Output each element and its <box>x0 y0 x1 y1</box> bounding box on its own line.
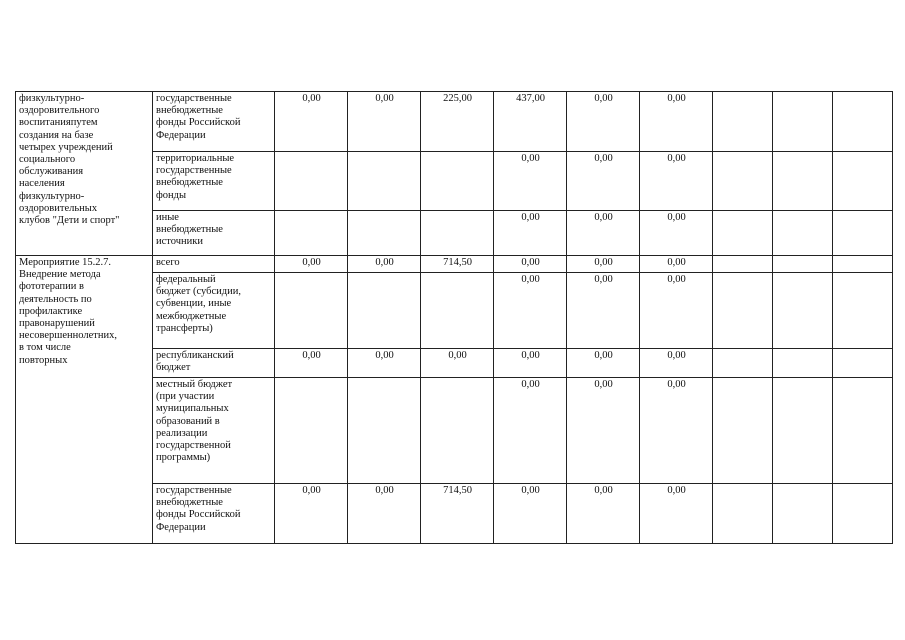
value-cell: 0,00 <box>567 256 640 273</box>
value-cell <box>348 152 421 211</box>
value-cell: 0,00 <box>275 256 348 273</box>
value-cell <box>421 152 494 211</box>
value-cell <box>275 152 348 211</box>
budget-table <box>15 91 893 544</box>
value-cell: 0,00 <box>567 152 640 211</box>
activity-name-cell: физкультурно- оздоровительного воспитанияпутем создания на базе четырех учреждений социального обслуживания населения физкультурно- оздоровительных клубов "Дети и спорт" <box>16 92 153 256</box>
value-cell: 0,00 <box>421 349 494 378</box>
value-cell: 0,00 <box>640 273 713 349</box>
value-cell: 714,50 <box>421 256 494 273</box>
value-cell: 0,00 <box>348 92 421 152</box>
value-cell: 0,00 <box>494 273 567 349</box>
budget-table-body <box>16 92 893 544</box>
value-cell <box>348 378 421 484</box>
value-cell: 437,00 <box>494 92 567 152</box>
value-cell: 0,00 <box>275 92 348 152</box>
value-cell <box>833 211 893 256</box>
value-cell: 0,00 <box>567 484 640 544</box>
value-cell <box>773 378 833 484</box>
value-cell <box>275 273 348 349</box>
value-cell: 0,00 <box>494 211 567 256</box>
value-cell: 714,50 <box>421 484 494 544</box>
value-cell <box>773 92 833 152</box>
value-cell <box>833 273 893 349</box>
value-cell <box>348 211 421 256</box>
value-cell <box>713 273 773 349</box>
value-cell: 0,00 <box>640 152 713 211</box>
value-cell <box>833 152 893 211</box>
value-cell <box>773 484 833 544</box>
funding-source-cell: федеральный бюджет (субсидии, субвенции, иные межбюджетные трансферты) <box>153 273 275 349</box>
value-cell: 0,00 <box>640 92 713 152</box>
value-cell: 225,00 <box>421 92 494 152</box>
value-cell <box>421 211 494 256</box>
value-cell: 0,00 <box>640 378 713 484</box>
value-cell <box>833 256 893 273</box>
value-cell: 0,00 <box>494 349 567 378</box>
value-cell: 0,00 <box>567 211 640 256</box>
value-cell <box>713 378 773 484</box>
funding-source-cell: государственные внебюджетные фонды Российской Федерации <box>153 92 275 152</box>
value-cell <box>275 378 348 484</box>
value-cell: 0,00 <box>494 378 567 484</box>
value-cell <box>833 378 893 484</box>
value-cell <box>773 349 833 378</box>
value-cell <box>275 211 348 256</box>
value-cell: 0,00 <box>494 484 567 544</box>
value-cell: 0,00 <box>640 484 713 544</box>
value-cell <box>421 378 494 484</box>
funding-source-cell: иные внебюджетные источники <box>153 211 275 256</box>
value-cell: 0,00 <box>275 349 348 378</box>
value-cell: 0,00 <box>494 152 567 211</box>
value-cell: 0,00 <box>640 256 713 273</box>
value-cell: 0,00 <box>567 273 640 349</box>
funding-source-cell: государственные внебюджетные фонды Российской Федерации <box>153 484 275 544</box>
funding-source-cell: республиканский бюджет <box>153 349 275 378</box>
value-cell <box>833 92 893 152</box>
value-cell: 0,00 <box>348 256 421 273</box>
value-cell: 0,00 <box>567 349 640 378</box>
value-cell: 0,00 <box>275 484 348 544</box>
value-cell <box>348 273 421 349</box>
value-cell <box>713 211 773 256</box>
value-cell <box>833 349 893 378</box>
value-cell <box>773 273 833 349</box>
value-cell: 0,00 <box>567 92 640 152</box>
value-cell <box>773 211 833 256</box>
value-cell: 0,00 <box>348 484 421 544</box>
value-cell <box>833 484 893 544</box>
value-cell <box>713 92 773 152</box>
funding-source-cell: всего <box>153 256 275 273</box>
value-cell <box>713 256 773 273</box>
table-row <box>16 256 893 273</box>
value-cell: 0,00 <box>567 378 640 484</box>
funding-source-cell: территориальные государственные внебюджетные фонды <box>153 152 275 211</box>
value-cell <box>773 256 833 273</box>
value-cell: 0,00 <box>640 211 713 256</box>
value-cell <box>421 273 494 349</box>
value-cell <box>713 152 773 211</box>
value-cell: 0,00 <box>494 256 567 273</box>
value-cell <box>713 484 773 544</box>
value-cell: 0,00 <box>640 349 713 378</box>
value-cell: 0,00 <box>348 349 421 378</box>
value-cell <box>773 152 833 211</box>
table-row <box>16 92 893 152</box>
activity-name-cell: Мероприятие 15.2.7. Внедрение метода фототерапии в деятельность по профилактике правонарушений несовершеннолетних, в том числе повторных <box>16 256 153 544</box>
funding-source-cell: местный бюджет (при участии муниципальных образований в реализации государственной программы) <box>153 378 275 484</box>
value-cell <box>713 349 773 378</box>
